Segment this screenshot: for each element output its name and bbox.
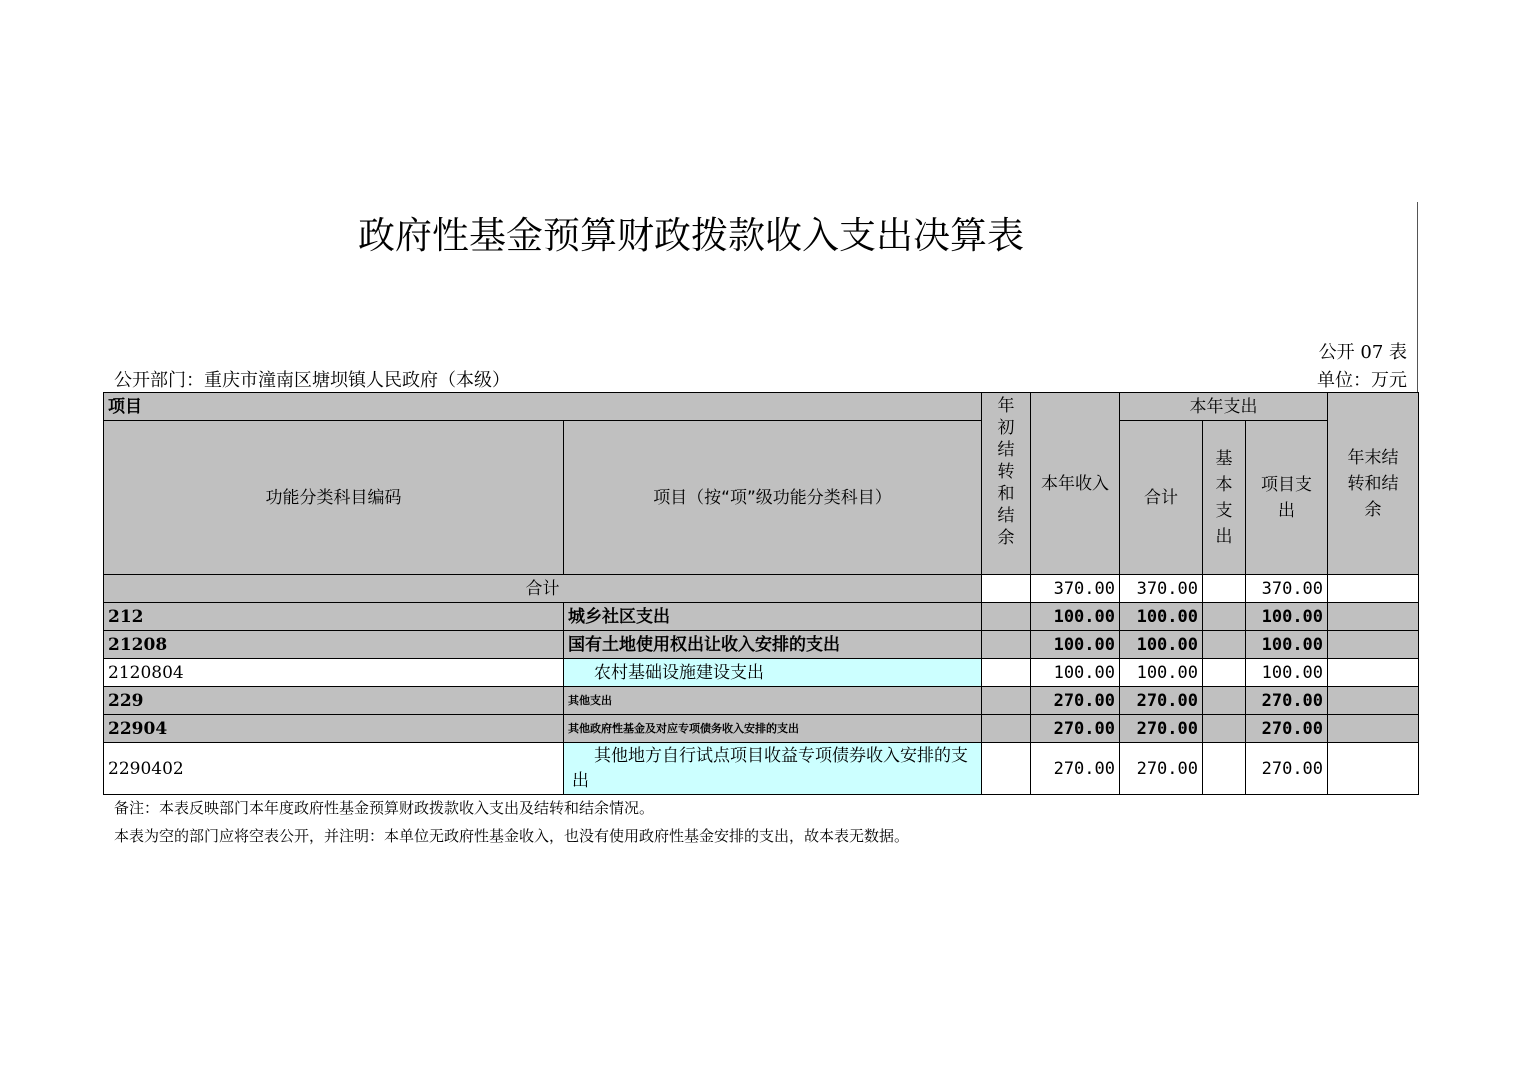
- cell-total: 100.00: [1120, 659, 1203, 687]
- cell-end: [1328, 659, 1419, 687]
- table-row: [104, 631, 1419, 659]
- cell-begin: [982, 631, 1031, 659]
- cell-project: 270.00: [1246, 687, 1328, 715]
- cell-income: 100.00: [1031, 603, 1120, 631]
- cell-end: [1328, 743, 1419, 795]
- cell-basic: [1203, 575, 1246, 603]
- note-line-1: 备注：本表反映部门本年度政府性基金预算财政拨款收入支出及结转和结余情况。: [114, 799, 655, 817]
- header-name: 项目（按“项”级功能分类科目）: [564, 421, 982, 575]
- cell-basic: [1203, 715, 1246, 743]
- header-end-balance: 年末结转和结余: [1328, 393, 1419, 575]
- cell-income: 270.00: [1031, 743, 1120, 795]
- cell-code: 22904: [104, 715, 564, 743]
- header-code: 功能分类科目编码: [104, 421, 564, 575]
- cell-begin: [982, 715, 1031, 743]
- cell-end: [1328, 715, 1419, 743]
- cell-begin: [982, 687, 1031, 715]
- cell-income: 100.00: [1031, 631, 1120, 659]
- cell-basic: [1203, 743, 1246, 795]
- cell-name: 其他政府性基金及对应专项债务收入安排的支出: [564, 715, 982, 743]
- cell-basic: [1203, 687, 1246, 715]
- cell-code: 21208: [104, 631, 564, 659]
- cell-end: [1328, 687, 1419, 715]
- unit-label: 单位：万元: [1317, 370, 1407, 391]
- cell-total: 270.00: [1120, 715, 1203, 743]
- cell-income: 370.00: [1031, 575, 1120, 603]
- cell-name: 其他地方自行试点项目收益专项债券收入安排的支出: [564, 743, 982, 795]
- cell-end: [1328, 603, 1419, 631]
- cell-end: [1328, 631, 1419, 659]
- cell-begin: [982, 575, 1031, 603]
- cell-total: 100.00: [1120, 603, 1203, 631]
- cell-project: 370.00: [1246, 575, 1328, 603]
- cell-code: 2120804: [104, 659, 564, 687]
- cell-income: 270.00: [1031, 687, 1120, 715]
- cell-total: 100.00: [1120, 631, 1203, 659]
- header-project: 项目: [104, 393, 982, 421]
- cell-name: 其他支出: [564, 687, 982, 715]
- cell-code: 212: [104, 603, 564, 631]
- cell-project: 270.00: [1246, 743, 1328, 795]
- cell-basic: [1203, 659, 1246, 687]
- cell-name: 城乡社区支出: [564, 603, 982, 631]
- cell-income: 270.00: [1031, 715, 1120, 743]
- header-project-exp: 项目支出: [1246, 421, 1328, 575]
- cell-project: 100.00: [1246, 659, 1328, 687]
- cell-total: 270.00: [1120, 687, 1203, 715]
- header-expense-group: 本年支出: [1120, 393, 1328, 421]
- cell-basic: [1203, 631, 1246, 659]
- cell-code: 229: [104, 687, 564, 715]
- cell-begin: [982, 603, 1031, 631]
- cell-code: 2290402: [104, 743, 564, 795]
- page-title: 政府性基金预算财政拨款收入支出决算表: [358, 214, 1024, 257]
- table-row: [104, 659, 1419, 687]
- cell-total: 370.00: [1120, 575, 1203, 603]
- cell-income: 100.00: [1031, 659, 1120, 687]
- department-label: 公开部门：重庆市潼南区塘坝镇人民政府（本级）: [114, 370, 510, 391]
- page-border-line: [1417, 202, 1418, 392]
- header-total: 合计: [1120, 421, 1203, 575]
- cell-name: 农村基础设施建设支出: [564, 659, 982, 687]
- cell-end: [1328, 575, 1419, 603]
- table-row-total: [104, 575, 1419, 603]
- header-basic: 基本支出: [1203, 421, 1246, 575]
- cell-basic: [1203, 603, 1246, 631]
- total-label: 合计: [104, 575, 982, 603]
- cell-project: 100.00: [1246, 603, 1328, 631]
- cell-name: 国有土地使用权出让收入安排的支出: [564, 631, 982, 659]
- table-row: [104, 715, 1419, 743]
- budget-table: [103, 392, 1419, 795]
- cell-begin: [982, 743, 1031, 795]
- note-line-2: 本表为空的部门应将空表公开，并注明：本单位无政府性基金收入，也没有使用政府性基金安排的支出，故本表无数据。: [114, 827, 910, 845]
- cell-project: 100.00: [1246, 631, 1328, 659]
- header-income: 本年收入: [1031, 393, 1120, 575]
- cell-total: 270.00: [1120, 743, 1203, 795]
- table-row: [104, 743, 1419, 795]
- form-number: 公开 07 表: [1318, 342, 1407, 363]
- table-row: [104, 687, 1419, 715]
- cell-begin: [982, 659, 1031, 687]
- cell-project: 270.00: [1246, 715, 1328, 743]
- header-begin-balance: 年初结转和结余: [982, 393, 1031, 575]
- table-row: [104, 603, 1419, 631]
